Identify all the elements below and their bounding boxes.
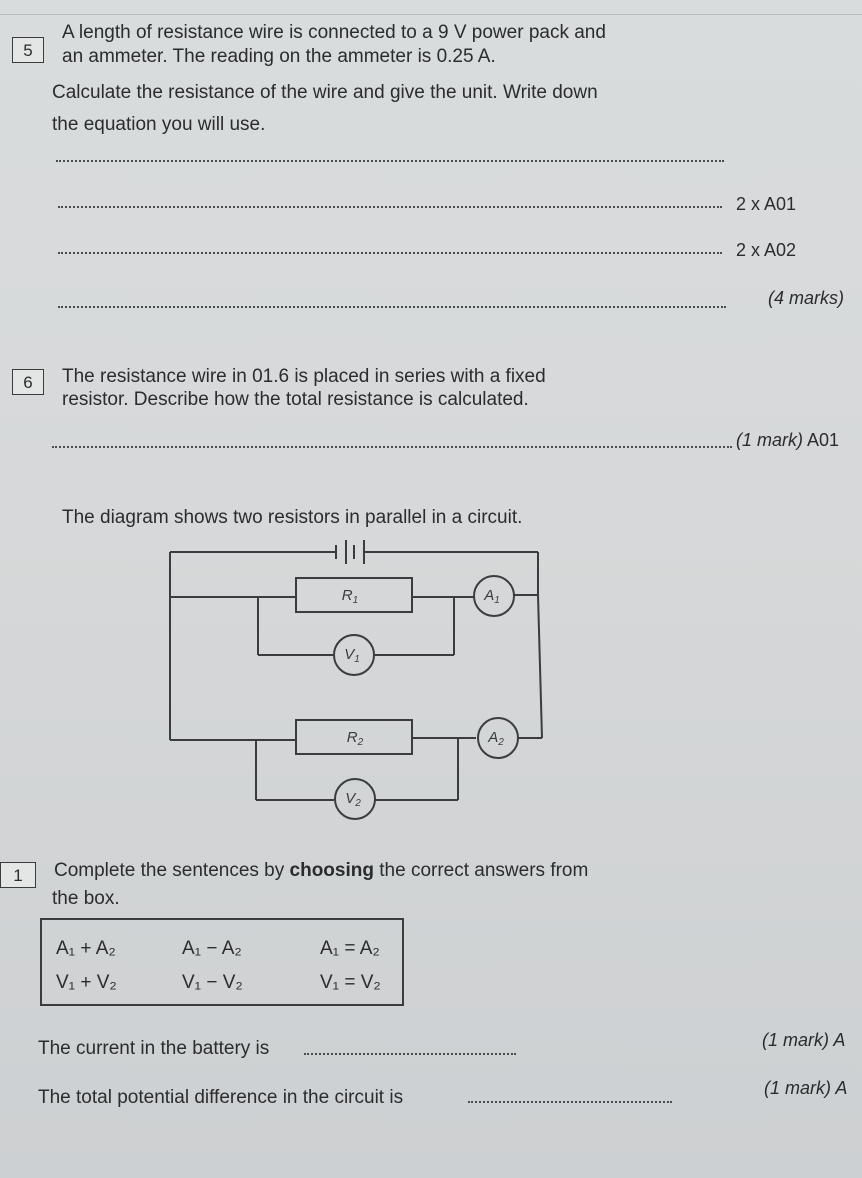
q5-text-line4: the equation you will use. (52, 114, 266, 135)
wire-right-lower (538, 595, 542, 738)
q5-marks-total-text: (4 marks) (768, 288, 844, 308)
q5-text-line3: Calculate the resistance of the wire and give the unit. Write down (52, 82, 598, 103)
question-number-6: 6 (12, 369, 44, 395)
option-v1-equals-v2: V₁ = V₂ (320, 972, 381, 993)
question-number-1: 1 (0, 862, 36, 888)
q1-text-post: the correct answers from (373, 860, 589, 881)
q5-text-line2: an ammeter. The reading on the ammeter is 0.25 A. (62, 46, 496, 67)
option-a1-plus-a2: A₁ + A₂ (56, 938, 116, 959)
q6-mark-text: (1 mark) (736, 430, 803, 450)
sentence-current: The current in the battery is (38, 1038, 270, 1059)
label-v1: $V_1$ (344, 646, 360, 665)
sentence-pd-answer-line[interactable] (468, 1101, 672, 1103)
q5-mark-a02: 2 x A02 (736, 240, 797, 260)
label-v2: $V_2$ (345, 790, 361, 809)
q1-text-bold: choosing (289, 860, 374, 881)
sentence-pd-mark (764, 1078, 847, 1099)
sentence-pd: The total potential difference in the circuit is (38, 1087, 404, 1108)
label-a1: $A_1$ (484, 587, 500, 606)
option-v1-minus-v2: V₁ − V₂ (182, 972, 243, 993)
q5-mark-a01: 2 x A01 (736, 194, 797, 214)
answer-options-box (40, 918, 404, 1006)
q6-text-line2: resistor. Describe how the total resistance is calculated. (62, 389, 529, 410)
q1-text-line2: the box. (52, 888, 120, 909)
sentence-current-mark (762, 1030, 845, 1051)
q6-mark-code: A01 (807, 430, 840, 450)
sentence-pd-mark-text: (1 mark) A (764, 1078, 848, 1098)
option-a1-equals-a2: A₁ = A₂ (320, 938, 380, 959)
label-r2: $R_2$ (346, 729, 364, 748)
option-v1-plus-v2: V₁ + V₂ (56, 972, 117, 993)
label-a2: $A_2$ (488, 729, 504, 748)
q5-text-line1: A length of resistance wire is connected to a 9 V power pack and (62, 22, 606, 43)
q1-text-line1 (54, 860, 588, 882)
sentence-current-mark-text: (1 mark) A (762, 1030, 846, 1050)
question-number-5: 5 (12, 37, 44, 63)
sentence-current-answer-line[interactable] (304, 1053, 516, 1055)
q6-text-line1: The resistance wire in 01.6 is placed in series with a fixed (62, 366, 546, 387)
diagram-intro: The diagram shows two resistors in parallel in a circuit. (62, 507, 523, 528)
q1-text-pre: Complete the sentences by (54, 860, 290, 881)
label-r1: $R_1$ (341, 587, 359, 606)
option-a1-minus-a2: A₁ − A₂ (182, 938, 242, 959)
